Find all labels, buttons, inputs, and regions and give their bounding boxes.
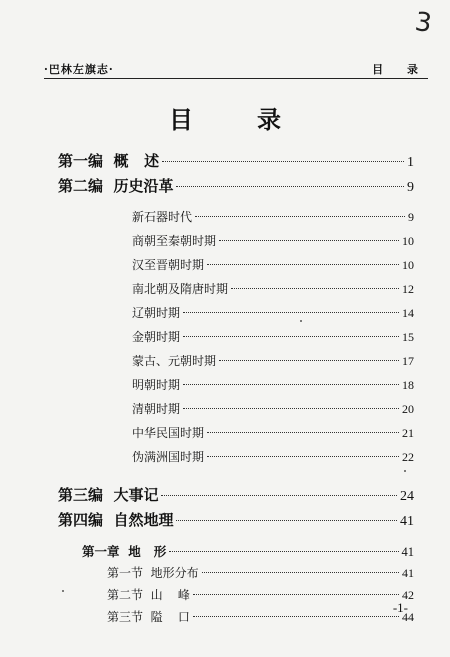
- dot-leader: [183, 312, 399, 313]
- toc-entry-page: 21: [402, 426, 414, 440]
- toc-entry-label: 明朝时期: [132, 378, 181, 392]
- toc-entry-page: 15: [402, 330, 414, 344]
- scan-speck: [62, 590, 64, 592]
- page-title: 目录: [169, 105, 345, 134]
- dot-leader: [195, 216, 405, 217]
- toc-entry-ming[interactable]: [132, 376, 414, 393]
- toc-entry-page: 18: [402, 378, 414, 392]
- toc-entry-section-3[interactable]: [107, 608, 414, 625]
- toc-entry-page: 10: [402, 258, 414, 272]
- toc-entry-page: 41: [402, 566, 414, 580]
- header-rule: [44, 78, 428, 79]
- toc-entry-section-1[interactable]: [107, 564, 414, 581]
- toc-entry-label: 第一编 概 述: [58, 152, 160, 170]
- header-book-title: ·巴林左旗志·: [44, 63, 114, 76]
- toc-entry-page: 9: [408, 210, 414, 224]
- toc-entry-label: 清朝时期: [132, 402, 181, 416]
- toc-entry-label: 商朝至秦朝时期: [132, 234, 217, 248]
- toc-entry-label: 新石器时代: [132, 210, 193, 224]
- toc-entry-part-3[interactable]: [58, 484, 414, 505]
- toc-entry-label: 第三节 隘 口: [107, 610, 190, 624]
- toc-entry-page: 9: [407, 180, 414, 195]
- toc-entry-part-1[interactable]: [58, 150, 414, 171]
- toc-entry-label: 第二编 历史沿革: [58, 177, 174, 195]
- handwritten-page-mark: 3: [413, 6, 435, 40]
- dot-leader: [202, 572, 399, 573]
- dot-leader: [207, 264, 399, 265]
- running-header: [44, 55, 428, 79]
- toc-entry-page: 12: [402, 282, 414, 296]
- dot-leader: [183, 408, 399, 409]
- toc-entry-label: 第一节 地形分布: [107, 566, 199, 580]
- toc-entry-label: 中华民国时期: [132, 426, 205, 440]
- toc-entry-chapter-1[interactable]: [82, 542, 414, 560]
- toc-entry-han-jin[interactable]: [132, 256, 414, 273]
- header-section-title: 目 录: [372, 63, 428, 76]
- toc-entry-label: 第一章 地 形: [82, 544, 167, 559]
- toc-entry-page: 14: [402, 306, 414, 320]
- toc-entry-page: 20: [402, 402, 414, 416]
- page-number-footer: -1-: [392, 600, 408, 615]
- toc-entry-label: 第四编 自然地理: [58, 511, 174, 529]
- toc-entry-page: 17: [402, 354, 414, 368]
- toc-entry-page: 10: [402, 234, 414, 248]
- dot-leader: [183, 384, 399, 385]
- toc-entry-part-4[interactable]: [58, 509, 414, 530]
- toc-entry-label: 蒙古、元朝时期: [132, 354, 217, 368]
- toc-entry-label: 汉至晋朝时期: [132, 258, 205, 272]
- toc-entry-part-2[interactable]: [58, 175, 414, 196]
- toc-entry-neolithic[interactable]: [132, 208, 414, 225]
- toc-entry-label: 金朝时期: [132, 330, 181, 344]
- dot-leader: [207, 456, 399, 457]
- dot-leader: [162, 161, 404, 162]
- scan-speck: [300, 320, 302, 322]
- toc-entry-label: 南北朝及隋唐时期: [132, 282, 229, 296]
- dot-leader: [176, 520, 397, 521]
- toc-entry-liao[interactable]: [132, 304, 414, 321]
- toc-entry-nanbei-suitang[interactable]: [132, 280, 414, 297]
- toc-entry-manchukuo[interactable]: [132, 448, 414, 465]
- toc-entry-mongol-yuan[interactable]: [132, 352, 414, 369]
- toc-entry-page: 42: [402, 588, 414, 602]
- dot-leader: [231, 288, 399, 289]
- dot-leader: [161, 495, 397, 496]
- dot-leader: [176, 186, 404, 187]
- dot-leader: [183, 336, 399, 337]
- scan-speck: [404, 470, 406, 472]
- toc-entry-label: 辽朝时期: [132, 306, 181, 320]
- toc-entry-label: 第二节 山 峰: [107, 588, 190, 602]
- toc-entry-page: 44: [402, 610, 414, 624]
- toc-entry-shang-qin[interactable]: [132, 232, 414, 249]
- toc-entry-qing[interactable]: [132, 400, 414, 417]
- toc-entry-jin[interactable]: [132, 328, 414, 345]
- toc-entry-label: 伪满洲国时期: [132, 450, 205, 464]
- toc-entry-page: 41: [401, 545, 414, 559]
- toc-entry-page: 41: [400, 514, 414, 529]
- dot-leader: [219, 360, 399, 361]
- dot-leader: [169, 551, 398, 552]
- dot-leader: [207, 432, 399, 433]
- dot-leader: [219, 240, 399, 241]
- toc-entry-page: 22: [402, 450, 414, 464]
- toc-entry-page: 1: [407, 155, 414, 170]
- dot-leader: [193, 616, 399, 617]
- toc-entry-page: 24: [400, 489, 414, 504]
- toc-entry-roc[interactable]: [132, 424, 414, 441]
- toc-entry-label: 第三编 大事记: [58, 486, 159, 504]
- toc-entry-section-2[interactable]: [107, 586, 414, 603]
- dot-leader: [193, 594, 399, 595]
